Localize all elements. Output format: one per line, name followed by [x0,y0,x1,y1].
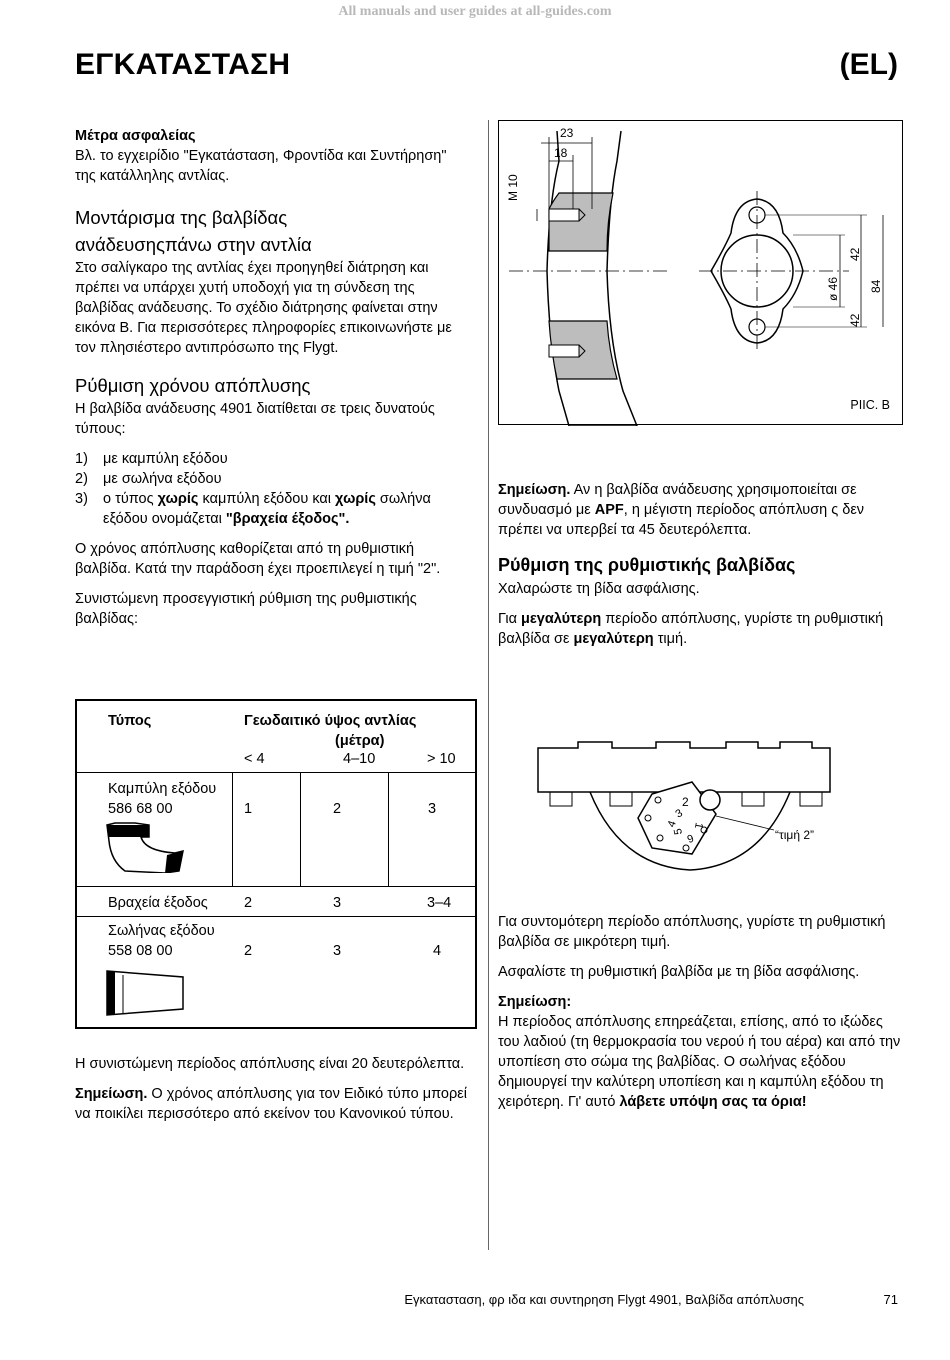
outlet-bend-icon [105,821,185,873]
table-divider [300,772,301,886]
flush-heading: Ρύθμιση χρόνου απόπλυσης [75,375,311,396]
left-column [75,126,470,629]
dim-42-top-label: 42 [848,247,862,261]
table-cell: 3 [333,943,342,959]
safety-heading: Μέτρα ασφαλείας [75,128,196,144]
dim-23-label: 23 [560,126,574,140]
drilling-pattern-svg [499,121,904,426]
footer-text: Εγκατασταση, φρ ιδα και συντηρηση Flygt 4901, Βαλβίδα απόπλυσης [404,1292,804,1307]
flush-intro: Η βαλβίδα ανάδευσης 4901 διατίθεται σε τρεις δυνατούς τύπους: [75,401,435,437]
dim-18-label: 18 [554,146,568,160]
table-cell: 4 [433,943,442,959]
shorter-period-text: Για συντομότερη περίοδο απόπλυσης, γυρίστε τη ρυθμιστική βαλβίδα σε μικρότερη τιμή. [498,914,886,950]
table-header-col-a: < 4 [244,751,265,767]
table-divider [77,916,475,917]
table-header-type: Τύπος [108,713,152,729]
viscosity-note: Η περίοδος απόπλυσης επηρεάζεται, επίσης, από το ιξώδες του λαδιού (τη θερμοκρασία του νερού ή του αέρα) και από την υποπίεση στο σώμα της βαλβίδας. Ο σωλήνας εξόδου δημιουργεί την καλύτερη υποπίεση και η καμπύλη εξόδου τη χειρότερη. Γι' αυτό λάβετε υπόψη σας τα όρια! [498,1014,901,1110]
valve-digit: 5 [672,827,685,836]
table-cell: 1 [244,801,253,817]
watermark: All manuals and user guides at all-guides.com [338,4,612,19]
valve-value-label: “τιμή 2” [775,828,814,842]
table-divider [77,886,475,887]
valve-digit: 3 [673,807,685,821]
table-header-height: Γεωδαιτικό ύψος αντλίας [244,713,417,729]
list-item: 2) με σωλήνα εξόδου [75,471,222,487]
dim-42-bottom-label: 42 [848,313,862,327]
table-cell: 2 [333,801,342,817]
below-table-text [75,1054,475,1124]
table-row-name: Σωλήνας εξόδου [108,923,215,939]
mount-heading-line1: Μοντάρισμα της βαλβίδας [75,207,288,228]
valve-top-view-svg [520,730,860,880]
lock-text: Ασφαλίστε τη ρυθμιστική βαλβίδα με τη βίδα ασφάλισης. [498,964,860,980]
adjust-heading: Ρύθμιση της ρυθμιστικής βαλβίδας [498,555,796,575]
table-cell: 3–4 [427,895,452,911]
valve-digit: 4 [665,819,679,830]
valve-digit: 1 [691,821,705,830]
note-special-type: Σημείωση. Ο χρόνος απόπλυσης για τον Ειδικό τύπο μπορεί να ποικίλει περισσότερο από εκείνον του Κανονικού τύπου. [75,1086,467,1122]
dim-46-label: ø 46 [826,276,840,301]
loosen-text: Χαλαρώστε τη βίδα ασφάλισης. [498,581,700,597]
valve-digit: 6 [685,831,696,845]
table-divider [388,772,389,886]
dim-m10-label: M 10 [506,174,520,201]
safety-text: Βλ. το εγχειρίδιο "Εγκατάσταση, Φροντίδα και Συντήρηση" της κατάλληλης αντλίας. [75,148,447,184]
table-header-col-b: 4–10 [343,751,376,767]
valve-digit: 2 [682,795,689,809]
recommended-period: Η συνιστώμενη περίοδος απόπλυσης είναι 20 δευτερόλεπτα. [75,1056,465,1072]
mount-heading-line2: ανάδευσηςπάνω στην αντλία [75,234,312,255]
table-cell: 2 [244,895,253,911]
flush-text-recommended: Συνιστώμενη προσεγγιστική ρύθμιση της ρυθμιστικής βαλβίδας: [75,591,417,627]
table-cell: 2 [244,943,253,959]
page-title: ΕΓΚΑΤΑΣΤΑΣΗ [75,48,291,81]
right-column-lower [498,912,903,1112]
table-cell: 3 [333,895,342,911]
figure-caption: PIIC. B [850,398,890,412]
longer-period-text: Για μεγαλύτερη περίοδο απόπλυσης, γυρίστε τη ρυθμιστική βαλβίδα σε μεγαλύτερη τιμή. [498,611,884,647]
drilling-diagram [498,120,903,425]
table-cell: 3 [428,801,437,817]
table-row-code: 586 68 00 [108,801,173,817]
valve-type-list [75,449,470,529]
table-row-code: 558 08 00 [108,943,173,959]
table-row-name: Βραχεία έξοδος [108,895,208,911]
table-row-name: Καμπύλη εξόδου [108,781,217,797]
flush-text-default: Ο χρόνος απόπλυσης καθορίζεται από τη ρυθμιστική βαλβίδα. Κατά την παράδοση έχει προεπιλεγεί η τιμή "2". [75,541,441,577]
table-divider [232,772,233,886]
settings-table [75,699,477,1029]
table-header-unit: (μέτρα) [335,733,385,749]
outlet-pipe-icon [105,969,185,1017]
table-header-col-c: > 10 [427,751,456,767]
table-divider [77,772,475,773]
mount-text: Στο σαλίγκαρο της αντλίας έχει προηγηθεί διάτρηση και πρέπει να υπάρχει χυτή υποδοχή για τη σύνδεση της βαλβίδας ανάδευσης. Το σχέδιο διάτρησης φαίνεται στην εικόνα B. Για περισσότερες πληροφορίες επικοινωνήστε με τον πλησιέστερο αντιπρόσωπο της Flygt. [75,260,452,356]
list-item: 1) με καμπύλη εξόδου [75,451,228,467]
apf-note: Σημείωση. Αν η βαλβίδα ανάδευσης χρησιμοποιείται σε συνδυασμό με APF, η μέγιστη περίοδος απόπλυση ς δεν πρέπει να υπερβεί τα 45 δευτερόλεπτα. [498,482,865,538]
note-heading: Σημείωση: [498,994,572,1010]
language-code: (EL) [839,48,898,81]
valve-adjust-diagram [520,730,860,880]
page-number: 71 [883,1292,898,1307]
dim-84-label: 84 [869,279,883,293]
column-divider [488,120,489,1250]
right-column [498,480,903,649]
list-item: 3) ο τύπος χωρίς καμπύλη εξόδου και χωρίς σωλήνα εξόδου ονομάζεται "βραχεία έξοδος". [75,491,431,527]
